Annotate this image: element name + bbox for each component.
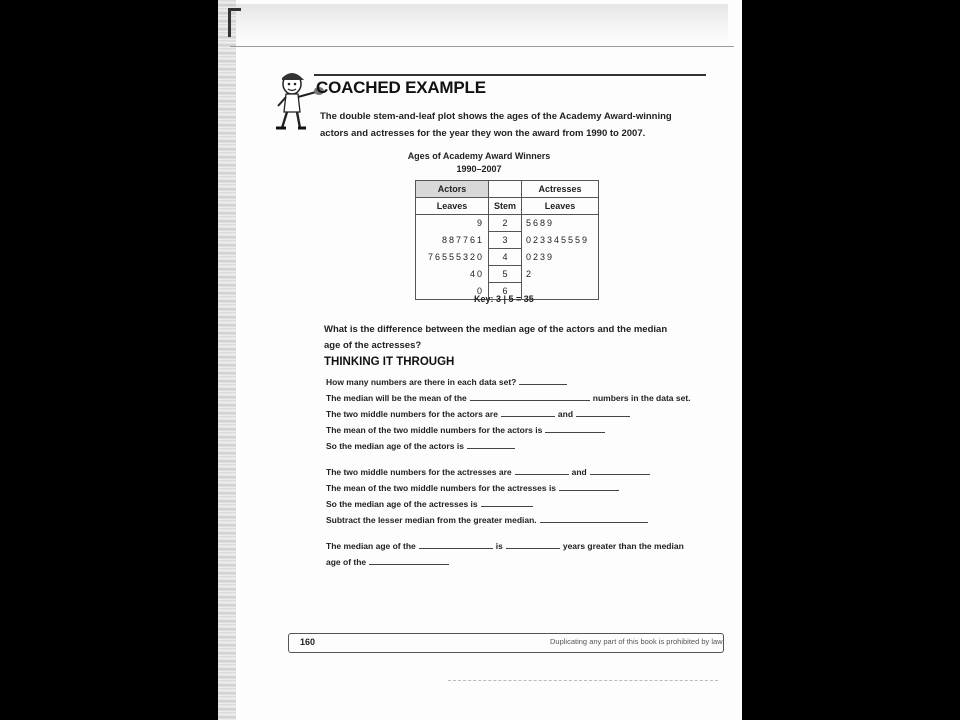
prompt-line-6: [326, 466, 653, 477]
plot-caption: [404, 150, 554, 176]
prompt-text: The mean of the two middle numbers for the actresses is: [326, 483, 557, 493]
prompt-text: The median age of the: [326, 541, 416, 551]
plot-key: Key: 3 | 5 = 35: [474, 294, 534, 304]
prompt-text: The two middle numbers for the actresses are: [326, 467, 512, 477]
textbook-page: [218, 0, 742, 720]
scan-shadow: [228, 4, 728, 44]
answer-blank[interactable]: [540, 514, 648, 523]
group-header-blank: [489, 181, 522, 198]
section-title: COACHED EXAMPLE: [316, 78, 486, 97]
answer-blank[interactable]: [590, 466, 650, 475]
prompt-line-3: [326, 408, 633, 419]
prompt-text: So the median age of the actresses is: [326, 499, 478, 509]
prompt-text: The mean of the two middle numbers for the actors is: [326, 425, 543, 435]
prompt-line-11: [326, 556, 452, 567]
title-rule: [314, 74, 706, 76]
actor-leaves-cell: 76555320: [416, 249, 489, 266]
thinking-heading: THINKING IT THROUGH: [324, 356, 455, 368]
plot-title: Ages of Academy Award Winners: [407, 151, 551, 161]
actor-leaves-cell: 9: [416, 215, 489, 232]
table-row: [416, 215, 599, 232]
actor-leaves-cell: 40: [416, 266, 489, 283]
table-row: [416, 249, 599, 266]
stem-cell: 6: [489, 283, 522, 300]
prompt-line-7: [326, 482, 622, 493]
answer-blank[interactable]: [369, 556, 449, 565]
stem-cell: 3: [489, 232, 522, 249]
stem-cell: 4: [489, 249, 522, 266]
prompt-text: How many numbers are there in each data set?: [326, 377, 517, 387]
stem-cell: 5: [489, 266, 522, 283]
stem-and-leaf-plot: [415, 180, 599, 300]
prompt-text: The median will be the mean of the: [326, 393, 467, 403]
actress-leaves-cell: 0239: [522, 249, 599, 266]
answer-blank[interactable]: [559, 482, 619, 491]
actor-leaves-cell: 0: [416, 283, 489, 300]
table-row: [416, 232, 599, 249]
prompt-text: and: [557, 409, 574, 419]
prompt-line-1: [326, 376, 570, 387]
answer-blank[interactable]: [576, 408, 630, 417]
page-number: 160: [300, 637, 316, 647]
column-header-actor-leaves: Leaves: [416, 198, 489, 215]
copyright-notice: Duplicating any part of this book is prohibited by law.: [550, 637, 725, 646]
actress-leaves-cell: 2: [522, 266, 599, 283]
prompt-text: numbers in the data set.: [592, 393, 691, 403]
top-rule: [230, 46, 734, 47]
answer-blank[interactable]: [519, 376, 567, 385]
prompt-line-4: [326, 424, 608, 435]
prompt-text: Subtract the lesser median from the greater median.: [326, 515, 537, 525]
answer-blank[interactable]: [506, 540, 560, 549]
answer-blank[interactable]: [545, 424, 605, 433]
column-header-actress-leaves: Leaves: [522, 198, 599, 215]
prompt-line-5: [326, 440, 518, 451]
scan-dashes: [448, 680, 718, 681]
answer-blank[interactable]: [515, 466, 569, 475]
answer-blank[interactable]: [470, 392, 590, 401]
answer-blank[interactable]: [467, 440, 515, 449]
actress-leaves-cell: 5689: [522, 215, 599, 232]
actress-leaves-cell: 023345559: [522, 232, 599, 249]
intro-paragraph: The double stem-and-leaf plot shows the ages of the Academy Award-winning actors and actresses for the year they won the award from 1990 to 2007.: [320, 111, 672, 139]
stem-cell: 2: [489, 215, 522, 232]
prompt-line-10: [326, 540, 684, 551]
group-header-actresses: Actresses: [522, 181, 599, 198]
page-binding-edge: [218, 0, 236, 720]
prompt-line-9: [326, 514, 651, 525]
prompt-text: and: [571, 467, 587, 477]
prompt-text: The two middle numbers for the actors are: [326, 409, 498, 419]
prompt-line-8: [326, 498, 536, 509]
table-row: [416, 266, 599, 283]
corner-mark: [228, 8, 241, 37]
prompt-text: So the median age of the actors is: [326, 441, 464, 451]
group-header-actors: Actors: [416, 181, 489, 198]
question-text: What is the difference between the median age of the actors and the median age of the actresses?: [324, 324, 668, 351]
answer-blank[interactable]: [481, 498, 533, 507]
prompt-text: age of the: [326, 557, 367, 567]
prompt-text: is: [495, 541, 503, 551]
prompt-text: years greater than the median: [562, 541, 684, 551]
plot-subtitle: 1990–2007: [456, 164, 502, 174]
actor-leaves-cell: 887761: [416, 232, 489, 249]
column-header-stem: Stem: [489, 198, 522, 215]
answer-blank[interactable]: [501, 408, 555, 417]
answer-blank[interactable]: [419, 540, 493, 549]
prompt-line-2: [326, 392, 691, 403]
